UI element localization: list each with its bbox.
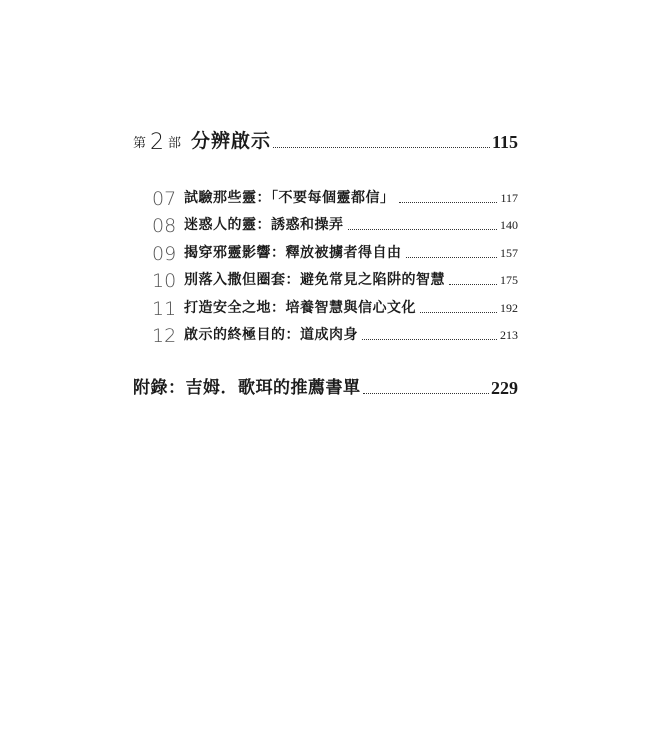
chapter-page-number: 157 [500,245,518,260]
chapter-page-number: 213 [500,328,518,342]
dot-leader [273,147,490,148]
chapter-number: 10 [152,270,177,292]
appendix-title: 附錄：吉姆．歌珥的推薦書單 [133,378,361,398]
dot-leader [362,339,497,340]
chapter-number: 08 [152,215,177,237]
part-page-number: 115 [491,132,518,152]
chapter-number: 11 [152,297,177,320]
chapter-number: 12 [152,325,177,347]
chapter-page-number: 140 [500,218,518,232]
chapter-title: 揭穿邪靈影響：釋放被擄者得自由 [184,244,402,261]
part-suffix: 部 [168,136,182,151]
chapter-title: 迷惑人的靈：誘惑和操弄 [184,217,344,233]
dot-leader [449,284,497,285]
chapter-entry [152,264,518,292]
chapter-page-number: 175 [500,273,518,287]
chapter-list [152,181,518,346]
chapter-entry [152,291,518,319]
part-prefix: 第 [133,136,147,151]
chapter-title: 別落入撒但圈套：避免常見之陷阱的智慧 [184,272,445,288]
chapter-title: 打造安全之地：培養智慧與信心文化 [184,299,416,316]
part-heading [133,128,518,154]
appendix-heading [133,374,518,400]
chapter-number: 07 [152,187,177,210]
appendix-page-number: 229 [491,378,518,398]
part-title: 分辨啟示 [191,130,272,152]
chapter-title: 試驗那些靈：「不要每個靈都信」 [184,189,395,206]
chapter-entry [152,319,518,347]
chapter-entry [152,181,518,209]
chapter-entry [152,236,518,264]
dot-leader [406,257,498,258]
dot-leader [420,312,497,313]
dot-leader [363,393,490,394]
chapter-entry [152,209,518,237]
dot-leader [399,202,498,203]
chapter-title: 啟示的終極目的：道成肉身 [184,327,358,343]
chapter-page-number: 192 [500,300,518,315]
part-number: 2 [150,130,165,155]
chapter-number: 09 [152,242,177,265]
dot-leader [348,229,498,230]
chapter-page-number: 117 [500,190,518,205]
